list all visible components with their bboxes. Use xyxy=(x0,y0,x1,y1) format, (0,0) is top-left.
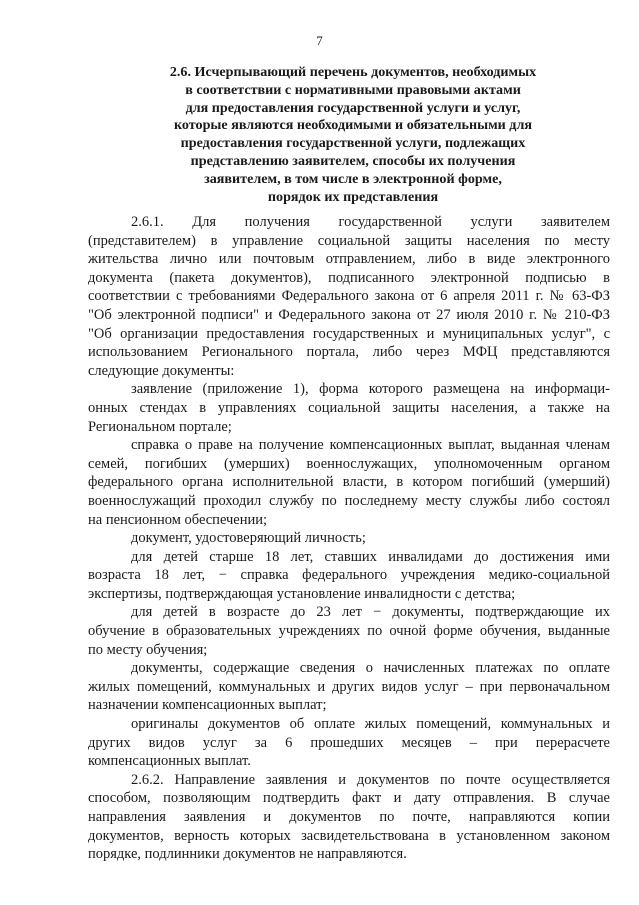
heading-line: в соответствии с нормативными правовыми актами xyxy=(185,81,521,98)
body-line: экспертизы, подтверждающая установление инвалидности с детства; xyxy=(88,585,516,602)
body-line: семей, погибших (умерших) военнослужащих, уполномоченным органом xyxy=(88,455,610,472)
body-line: онных стендах в управлениях социальной защиты населения, а также на xyxy=(88,399,610,416)
body-line: заявление (приложение 1), форма которого размещена на информаци- xyxy=(131,381,610,398)
body-line: оригиналы документов об оплате жилых помещений, коммунальных и xyxy=(131,716,610,733)
body-line: соответствии с требованиями Федерального закона от 6 апреля 2011 г. № 63-ФЗ xyxy=(88,288,610,305)
body-line: жилых помещений, коммунальных и других видов услуг – при первоначальном xyxy=(88,678,610,695)
body-line: способом, позволяющим подтвердить факт и дату отправления. В случае xyxy=(88,790,610,807)
heading-line: представлению заявителем, способы их получения xyxy=(190,152,516,169)
body-line: использованием Регионального портала, либо через МФЦ представляются xyxy=(88,344,610,361)
body-line: для детей старше 18 лет, ставших инвалидами до достижения ими xyxy=(131,548,610,565)
heading-line: которые являются необходимыми и обязательными для xyxy=(174,117,532,134)
body-line: жительства лично или почтовым отправлением, либо в виде электронного xyxy=(88,251,610,268)
body-line: направления заявления и документов по почте, направляются копии xyxy=(88,809,610,825)
body-line: документы, содержащие сведения о начисленных платежах по оплате xyxy=(131,660,610,677)
body-text xyxy=(88,213,610,864)
body-line: документ, удостоверяющий личность; xyxy=(131,530,366,547)
body-line: назначении компенсационных выплат; xyxy=(88,697,327,714)
body-line: документа (пакета документов), подписанного электронной подписью в xyxy=(88,269,610,286)
body-line: Региональном портале; xyxy=(88,418,232,435)
body-line: "Об электронной подписи" и Федерального закона от 27 июля 2010 г. № 210-ФЗ xyxy=(88,306,610,323)
body-line: по месту обучения; xyxy=(88,641,208,658)
body-line: федерального органа исполнительной власти, в котором погибший (умерший) xyxy=(88,474,610,491)
body-line: 2.6.1. Для получения государственной услуги заявителем xyxy=(131,214,610,230)
body-line: на пенсионном обеспечении; xyxy=(88,511,268,528)
body-line: следующие документы: xyxy=(88,362,235,379)
heading-line: предоставления государственной услуги, подлежащих xyxy=(180,135,526,152)
body-line: обучение в образовательных учреждениях по очной форме обучения, выданные xyxy=(88,623,610,640)
body-line: 2.6.2. Направление заявления и документов по почте осуществляется xyxy=(131,771,610,788)
body-line: (представителем) в управление социальной защиты населения по месту xyxy=(88,232,610,249)
body-line: компенсационных выплат. xyxy=(88,753,251,770)
body-line: порядке, подлинники документов не направляются. xyxy=(88,846,407,863)
body-line: "Об организации предоставления государственных и муниципальных услуг", с xyxy=(88,325,610,342)
page-number: 7 xyxy=(316,33,323,48)
heading-line: 2.6. Исчерпывающий перечень документов, необходимых xyxy=(169,64,537,80)
body-line: для детей в возрасте до 23 лет − документы, подтверждающие их xyxy=(131,604,610,621)
body-line: военнослужащий проходил службу по последнему месту службы либо состоял xyxy=(88,492,610,509)
heading-line: порядок их представления xyxy=(267,188,439,205)
body-line: документов, верность которых засвидетельствована в установленном законом xyxy=(88,827,610,844)
heading-line: заявителем, в том числе в электронной форме, xyxy=(204,170,502,187)
body-line: возраста 18 лет, − справка федерального учреждения медико-социальной xyxy=(88,567,610,584)
heading-line: для предоставления государственной услуги и услуг, xyxy=(185,99,521,116)
section-heading xyxy=(118,64,588,206)
body-line: других видов услуг за 6 прошедших месяцев – при перерасчете xyxy=(88,734,610,751)
body-line: справка о праве на получение компенсационных выплат, выданная членам xyxy=(131,437,610,454)
